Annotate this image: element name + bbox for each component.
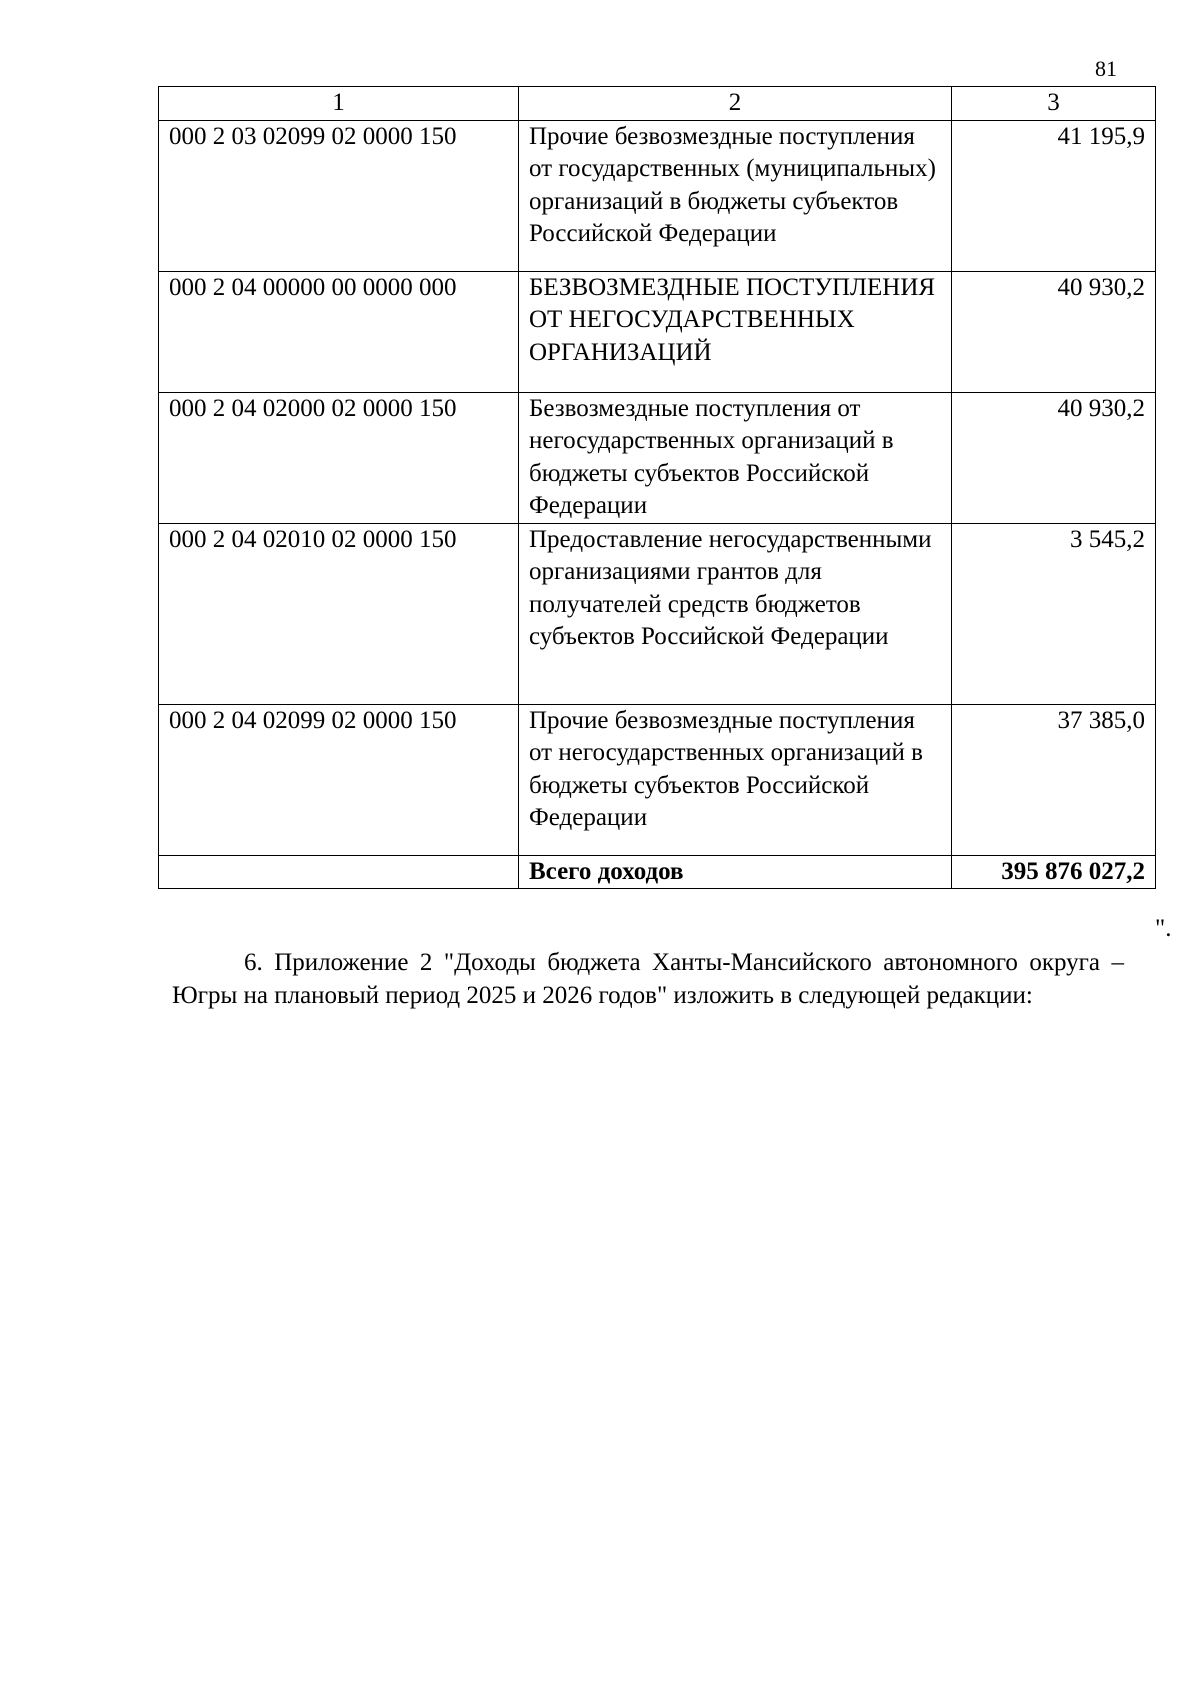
revenue-name-cell: Предоставление негосударственными организациями грантов для получателей средств бюджетов субъектов Российской Федерации [519,523,952,704]
column-header-3: 3 [952,87,1156,121]
total-row [159,855,1156,889]
budget-code-cell: 000 2 04 02099 02 0000 150 [159,704,519,855]
revenue-name-cell: БЕЗВОЗМЕЗДНЫЕ ПОСТУПЛЕНИЯ ОТ НЕГОСУДАРСТВЕННЫХ ОРГАНИЗАЦИЙ [519,271,952,392]
table-row [159,523,1156,704]
page-number: 81 [1095,56,1117,81]
amount-cell: 3 545,2 [952,523,1156,704]
table-row [159,271,1156,392]
table-header-row [159,87,1156,121]
revenue-name-cell: Безвозмездные поступления от негосударственных организаций в бюджеты субъектов Российской Федерации [519,392,952,523]
column-header-2: 2 [519,87,952,121]
body-paragraph: 6. Приложение 2 "Доходы бюджета Ханты-Мансийского автономного округа – Югры на плановый период 2025 и 2026 годов" изложить в следующей редакции: [172,949,1124,1009]
budget-code-cell: 000 2 03 02099 02 0000 150 [159,120,519,271]
revenue-name-cell: Прочие безвозмездные поступления от негосударственных организаций в бюджеты субъектов Российской Федерации [519,704,952,855]
table-row [159,704,1156,855]
amount-cell: 40 930,2 [952,271,1156,392]
amount-cell: 37 385,0 [952,704,1156,855]
budget-code-cell: 000 2 04 00000 00 0000 000 [159,271,519,392]
amount-cell: 41 195,9 [952,120,1156,271]
total-label: Всего доходов [519,855,952,889]
revenue-name-cell: Прочие безвозмездные поступления от государственных (муниципальных) организаций в бюджеты субъектов Российской Федерации [519,120,952,271]
table-row [159,392,1156,523]
amount-cell: 40 930,2 [952,392,1156,523]
budget-code-cell: 000 2 04 02000 02 0000 150 [159,392,519,523]
budget-code-cell: 000 2 04 02010 02 0000 150 [159,523,519,704]
revenue-table [158,86,1156,889]
table-row [159,120,1156,271]
total-amount: 395 876 027,2 [952,855,1156,889]
column-header-1: 1 [159,87,519,121]
total-empty-cell [159,855,519,889]
closing-quote-mark: ". [1155,915,1172,942]
